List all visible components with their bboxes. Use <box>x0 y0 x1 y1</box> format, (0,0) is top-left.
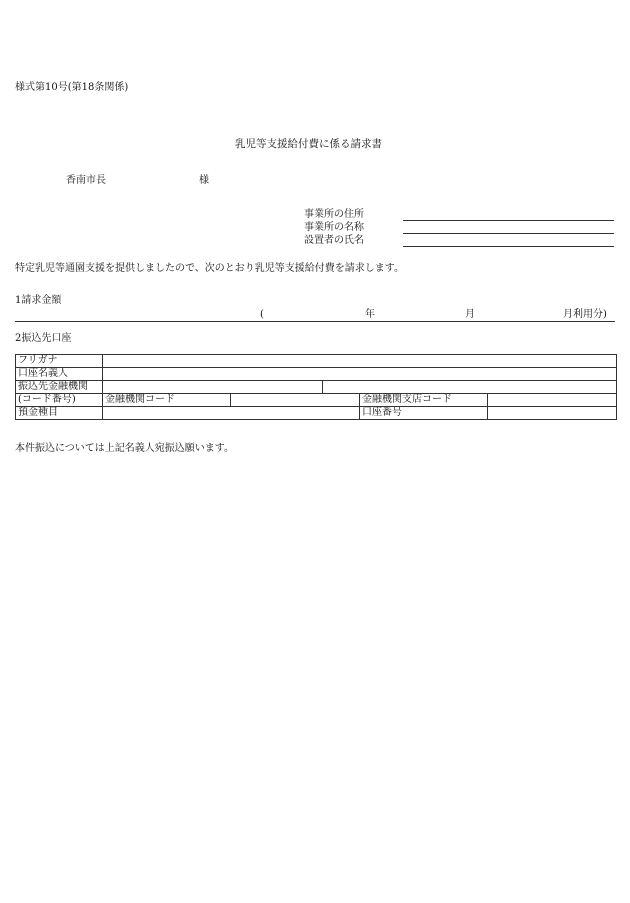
table-row <box>16 368 617 381</box>
bank-name-field[interactable] <box>103 381 323 394</box>
facility-name-field[interactable] <box>403 233 614 234</box>
claim-amount-heading: 1請求金額 <box>15 295 62 306</box>
document-title: 乳児等支援給付費に係る請求書 <box>235 138 382 150</box>
code-number-label: (コード番号) <box>16 394 103 407</box>
intro-text: 特定乳児等通園支援を提供しましたので、次のとおり乳児等支援給付費を請求します。 <box>15 263 404 274</box>
account-number-field[interactable] <box>488 407 617 420</box>
furigana-label: フリガナ <box>16 355 103 368</box>
founder-name-label: 設置者の氏名 <box>304 235 364 246</box>
period-usage-suffix: 月利用分) <box>563 309 607 320</box>
facility-address-label: 事業所の住所 <box>304 209 364 220</box>
branch-code-field[interactable] <box>488 394 617 407</box>
account-holder-field[interactable] <box>103 368 617 381</box>
deposit-type-field[interactable] <box>103 407 360 420</box>
table-row <box>16 394 617 407</box>
period-year-label: 年 <box>365 309 375 320</box>
period-month-label: 月 <box>465 309 475 320</box>
branch-code-label: 金融機関支店コード <box>360 394 488 407</box>
deposit-type-label: 預金種目 <box>16 407 103 420</box>
table-row <box>16 381 617 394</box>
branch-name-field[interactable] <box>323 381 617 394</box>
table-row <box>16 407 617 420</box>
addressee-name: 香南市長 <box>66 175 106 186</box>
bank-code-label: 金融機関コード <box>103 394 231 407</box>
facility-name-label: 事業所の名称 <box>304 222 364 233</box>
table-row <box>16 355 617 368</box>
bank-label: 振込先金融機関 <box>16 381 103 394</box>
closing-text: 本件振込については上記名義人宛振込願います。 <box>15 443 234 454</box>
bank-account-table <box>15 354 617 420</box>
founder-name-field[interactable] <box>403 246 614 247</box>
period-open-paren: ( <box>260 309 264 320</box>
account-number-label: 口座番号 <box>360 407 488 420</box>
bank-code-field[interactable] <box>231 394 360 407</box>
furigana-field[interactable] <box>103 355 617 368</box>
facility-address-field[interactable] <box>403 220 614 221</box>
claim-amount-field[interactable] <box>15 321 615 322</box>
bank-account-heading: 2振込先口座 <box>15 333 72 344</box>
addressee-honorific: 様 <box>199 175 209 186</box>
account-holder-label: 口座名義人 <box>16 368 103 381</box>
form-number: 様式第10号(第18条関係) <box>15 82 129 93</box>
